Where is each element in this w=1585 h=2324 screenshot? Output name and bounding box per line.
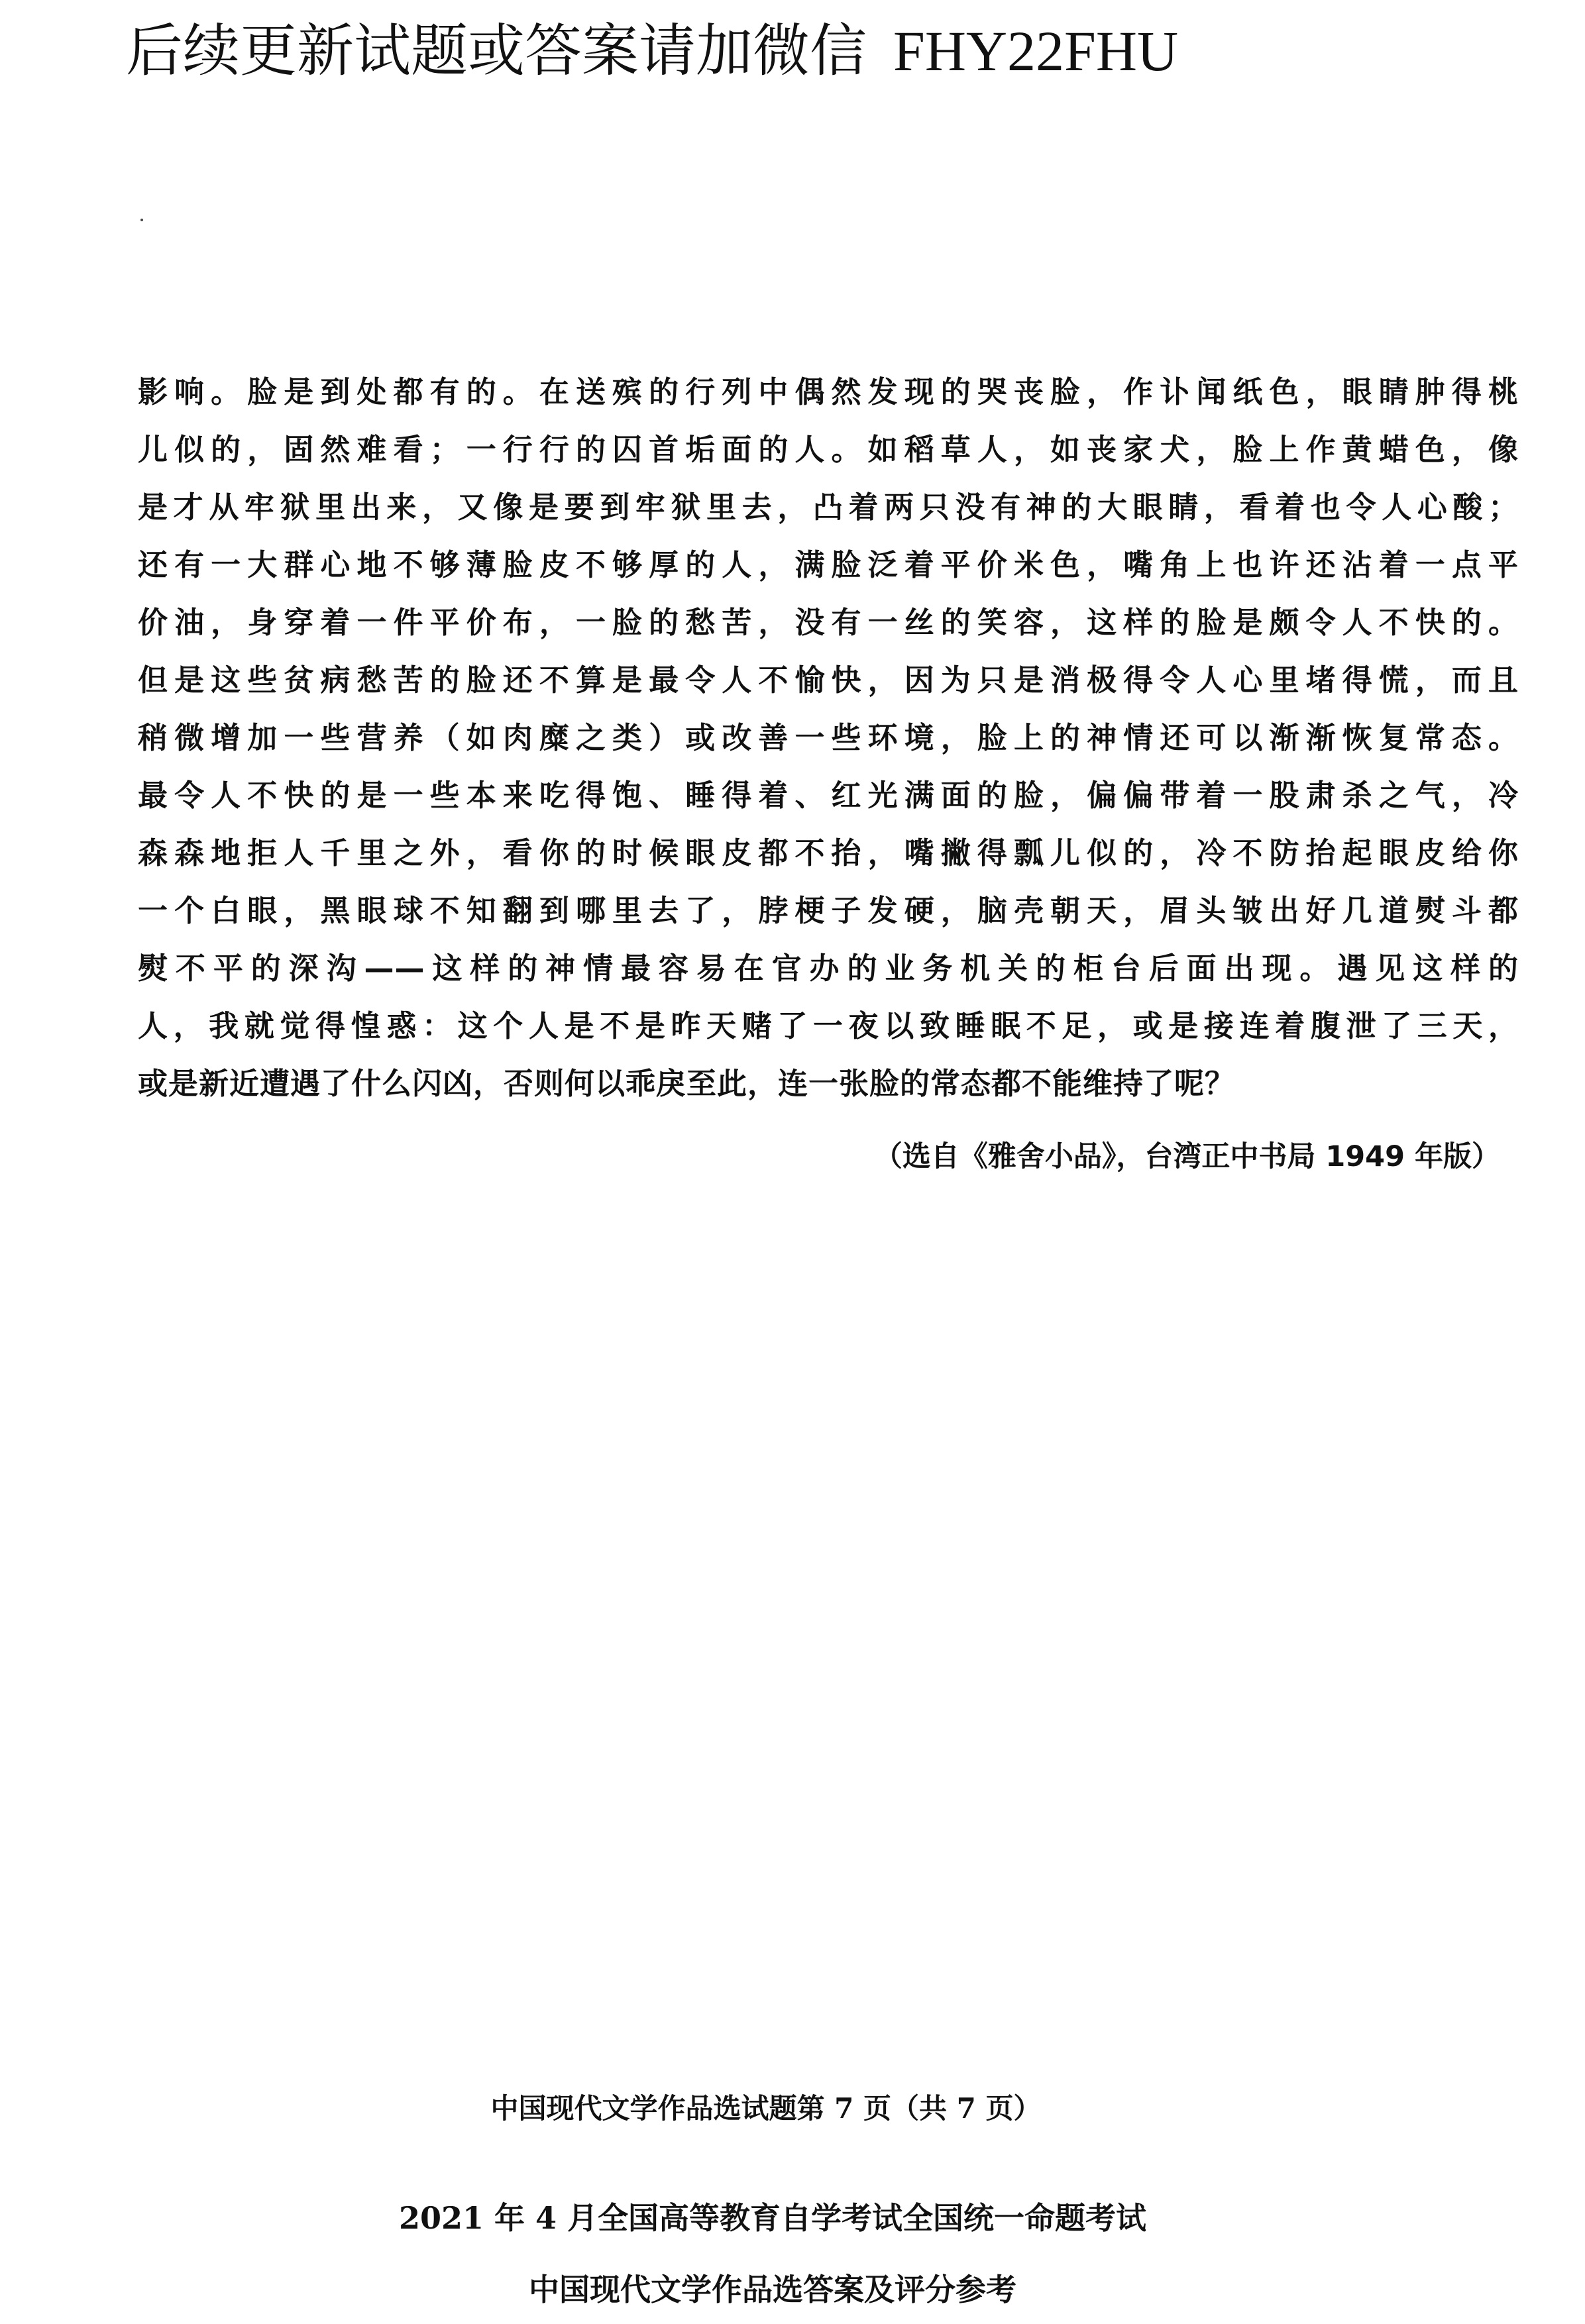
header-text: 后续更新试题或答案请加微信	[126, 18, 867, 84]
page-number: 中国现代文学作品选试题第 7 页（共 7 页）	[490, 2092, 1042, 2125]
passage-line: 最令人不快的是一些本来吃得饱、睡得着、红光满面的脸，偏偏带着一股肃杀之气，冷	[138, 778, 1519, 813]
passage-line: 但是这些贫病愁苦的脸还不算是最令人不愉快，因为只是消极得令人心里堵得慌，而且	[138, 662, 1519, 698]
passage-line: 人，我就觉得惶惑：这个人是不是昨天赌了一夜以致睡眠不足，或是接连着腹泄了三天，	[138, 1008, 1519, 1043]
scan-speck	[140, 219, 143, 221]
passage-line: 是才从牢狱里出来，又像是要到牢狱里去，凸着两只没有神的大眼睛，看着也令人心酸；	[138, 490, 1519, 525]
wechat-id: FHY22FHU	[893, 19, 1179, 83]
source-citation: （选自《雅舍小品》，台湾正中书局 1949 年版）	[873, 1140, 1500, 1173]
answer-title: 中国现代文学作品选答案及评分参考	[529, 2272, 1016, 2307]
passage-line: 影响。脸是到处都有的。在送殡的行列中偶然发现的哭丧脸，作讣闻纸色，眼睛肿得桃	[138, 374, 1519, 409]
passage-line: 森森地拒人千里之外，看你的时候眼皮都不抬，嘴撇得瓢儿似的，冷不防抬起眼皮给你	[138, 835, 1519, 871]
passage-line: 价油，身穿着一件平价布，一脸的愁苦，没有一丝的笑容，这样的脸是颇令人不快的。	[138, 605, 1519, 640]
passage-line: 还有一大群心地不够薄脸皮不够厚的人，满脸泛着平价米色，嘴角上也许还沾着一点平	[138, 547, 1519, 582]
passage-line: 一个白眼，黑眼球不知翻到哪里去了，脖梗子发硬，脑壳朝天，眉头皱出好几道熨斗都	[138, 893, 1519, 928]
passage-line: 稍微增加一些营养（如肉糜之类）或改善一些环境，脸上的神情还可以渐渐恢复常态。	[138, 720, 1519, 755]
watermark-header	[126, 15, 1178, 87]
passage-body	[138, 363, 1519, 1112]
passage-line: 儿似的，固然难看；一行行的囚首垢面的人。如稻草人，如丧家犬，脸上作黄蜡色，像	[138, 432, 1519, 467]
passage-line: 或是新近遭遇了什么闪凶，否则何以乖戾至此，连一张脸的常态都不能维持了呢？	[138, 1066, 1236, 1101]
passage-line: 熨不平的深沟——这样的神情最容易在官办的业务机关的柜台后面出现。遇见这样的	[138, 951, 1519, 986]
exam-title: 2021 年 4 月全国高等教育自学考试全国统一命题考试	[398, 2200, 1147, 2236]
